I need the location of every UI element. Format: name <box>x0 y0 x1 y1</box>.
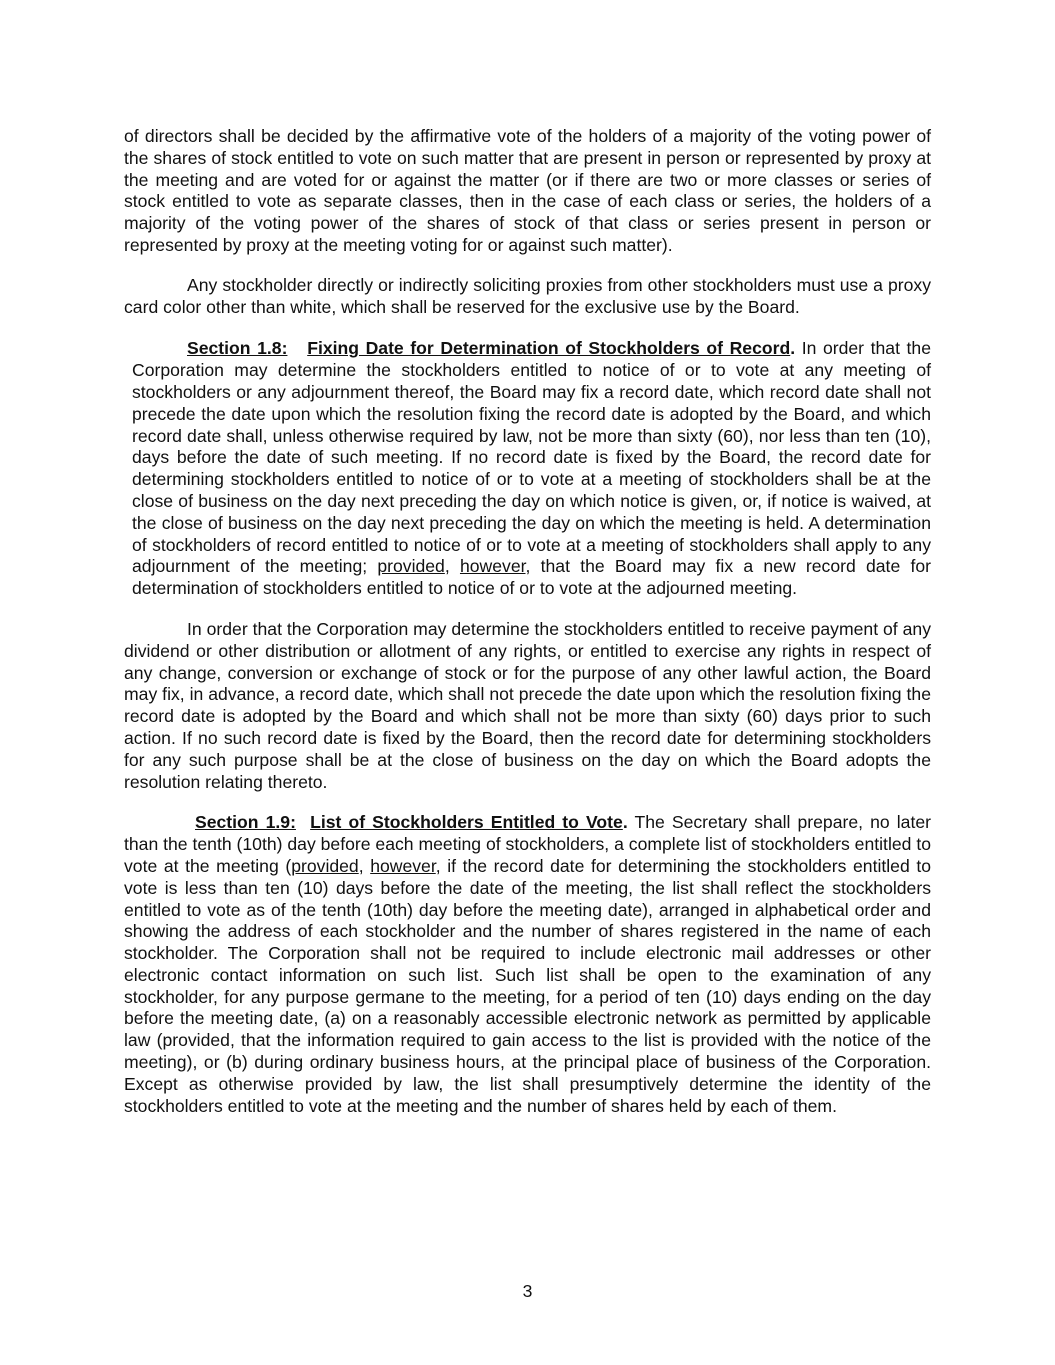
paragraph-dividend-record-date: In order that the Corporation may determine the stockholders entitled to receive payment of any dividend or other distribution or allotment of any rights, or entitled to exercise any rights in respect of any change, conversion or exchange of stock or for the purpose of any other lawful action, the Board may fix, in advance, a record date, which shall not precede the date upon which the resolution fixing the record date is adopted by the Board and which shall not be more than sixty (60) days prior to such action. If no such record date is fixed by the Board, then the record date for determining stockholders for any such purpose shall be at the close of business on the day on which the Board adopts the resolution relating thereto. <box>124 618 931 792</box>
document-body <box>124 126 931 1117</box>
section-1-8-title: Fixing Date for Determination of Stockholders of Record <box>307 338 791 359</box>
section-1-8-comma: , <box>444 556 460 577</box>
section-1-9-body-a: The Secretary shall prepare, no later than the tenth (10th) day before each meeting of stockholders, a complete list of stockholders entitled to vote at the meeting ( <box>124 812 931 876</box>
section-1-8-title-period: . <box>790 338 796 359</box>
page-number: 3 <box>522 1281 533 1301</box>
section-1-8-provided: provided <box>377 556 445 577</box>
paragraph-voting-majority: of directors shall be decided by the affirmative vote of the holders of a majority of the voting power of the shares of stock entitled to vote on such matter that are present in person or represented by proxy at the meeting and are voted for or against the matter (or if there are two or more classes or series of stock entitled to vote as separate classes, then in the case of each class or series, the holders of a majority of the voting power of the shares of stock of that class or series present in person or represented by proxy at the meeting voting for or against such matter). <box>124 126 931 255</box>
section-1-8-body-b: , that the Board may fix a new record date for determination of stockholders entitled to notice of or to vote at the adjourned meeting. <box>132 556 931 599</box>
section-1-9-title-period: . <box>622 812 628 833</box>
section-1-8-paragraph <box>132 338 931 600</box>
section-1-9-provided: provided <box>291 855 359 876</box>
section-1-9-however: however <box>370 855 436 876</box>
section-1-8-body-a: In order that the Corporation may determine the stockholders entitled to notice of or to vote at any meeting of stockholders or any adjournment thereof, the Board may fix a record date, which record date shall not precede the date upon which the resolution fixing the record date is adopted by the Board, and which record date shall, unless otherwise required by law, not be more than sixty (60), nor less than ten (10), days before the date of such meeting. If no record date is fixed by the Board, the record date for determining stockholders entitled to notice of or to vote at a meeting of stockholders shall be at the close of business on the day next preceding the day on which notice is given, or, if notice is waived, at the close of business on the day next preceding the day on which the meeting is held. A determination of stockholders of record entitled to notice of or to vote at a meeting of stockholders shall apply to any adjournment of the meeting; <box>132 338 931 577</box>
section-1-8-however: however <box>459 556 526 577</box>
section-1-9-body-b: , if the record date for determining the stockholders entitled to vote is less than ten (10) days before the date of the meeting, the list shall reflect the stockholders entitled to vote as of the tenth (10th) day before the meeting date), arranged in alphabetical order and showing the address of each stockholder and the number of shares registered in the name of each stockholder. The Corporation shall not be required to include electronic mail addresses or other electronic contact information on such list. Such list shall be open to the examination of any stockholder, for any purpose germane to the meeting, for a period of ten (10) days ending on the day before the meeting date, (a) on a reasonably accessible electronic network as permitted by applicable law (provided, that the information required to gain access to the list is provided with the notice of the meeting), or (b) during ordinary business hours, at the principal place of business of the Corporation. Except as otherwise provided by law, the list shall presumptively determine the identity of the stockholders entitled to vote at the meeting and the number of shares held by each of them. <box>124 855 932 1116</box>
section-1-8-number: Section 1.8: <box>187 338 288 359</box>
section-1-9-title: List of Stockholders Entitled to Vote <box>310 812 623 833</box>
section-1-9-comma: , <box>358 855 371 876</box>
section-1-9-paragraph <box>124 812 931 1117</box>
paragraph-proxy-card-color: Any stockholder directly or indirectly soliciting proxies from other stockholders must use a proxy card color other than white, which shall be reserved for the exclusive use by the Board. <box>124 275 931 318</box>
section-1-9-number: Section 1.9: <box>195 812 296 833</box>
